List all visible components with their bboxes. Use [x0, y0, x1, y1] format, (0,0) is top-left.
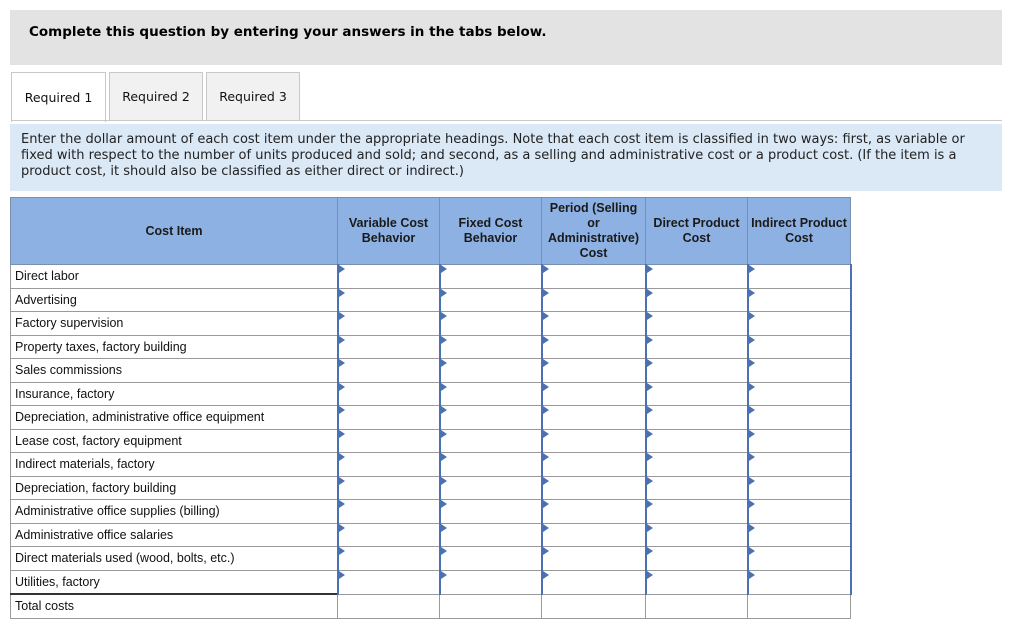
variable-input-cell[interactable] [338, 335, 440, 359]
direct-input-cell[interactable] [646, 500, 748, 524]
direct-input-cell[interactable] [646, 523, 748, 547]
indirect-input-cell[interactable] [748, 359, 851, 383]
table-row [11, 429, 851, 453]
period-input-cell[interactable] [542, 476, 646, 500]
tab-required-1[interactable]: Required 1 [11, 72, 106, 122]
fixed-input-cell[interactable] [440, 382, 542, 406]
direct-input-cell[interactable] [646, 382, 748, 406]
table-row [11, 288, 851, 312]
fixed-input-cell[interactable] [440, 500, 542, 524]
table-body [11, 265, 851, 619]
fixed-input-cell[interactable] [440, 476, 542, 500]
fixed-input-cell[interactable] [440, 429, 542, 453]
direct-input-cell[interactable] [646, 335, 748, 359]
tab-required-3[interactable]: Required 3 [206, 72, 300, 121]
period-total-cell [542, 594, 646, 618]
variable-input-cell[interactable] [338, 382, 440, 406]
cost-item-label: Property taxes, factory building [11, 335, 338, 359]
header-row [11, 198, 851, 265]
table-row [11, 523, 851, 547]
cost-item-label: Depreciation, factory building [11, 476, 338, 500]
table-row [11, 265, 851, 289]
cost-item-label: Utilities, factory [11, 570, 338, 594]
direct-input-cell[interactable] [646, 359, 748, 383]
indirect-input-cell[interactable] [748, 265, 851, 289]
instructions-banner [10, 10, 1002, 65]
fixed-input-cell[interactable] [440, 312, 542, 336]
table-row [11, 312, 851, 336]
direct-total-cell [646, 594, 748, 618]
indirect-input-cell[interactable] [748, 406, 851, 430]
period-input-cell[interactable] [542, 312, 646, 336]
variable-input-cell[interactable] [338, 476, 440, 500]
cost-item-label: Direct labor [11, 265, 338, 289]
cost-item-label: Insurance, factory [11, 382, 338, 406]
variable-input-cell[interactable] [338, 359, 440, 383]
variable-input-cell[interactable] [338, 547, 440, 571]
fixed-input-cell[interactable] [440, 453, 542, 477]
indirect-input-cell[interactable] [748, 476, 851, 500]
indirect-input-cell[interactable] [748, 429, 851, 453]
indirect-input-cell[interactable] [748, 335, 851, 359]
direct-input-cell[interactable] [646, 406, 748, 430]
table-row [11, 382, 851, 406]
instructions-text: Enter the dollar amount of each cost item under the appropriate headings. Note that each cost item is classified in two ways: first, as variable or fixed with respect to the number of units produced and sold; and second, as a selling and administrative cost or a product cost. (If the item is a product cost, it should also be classified as either direct or indirect.) [10, 124, 1002, 191]
fixed-input-cell[interactable] [440, 265, 542, 289]
variable-input-cell[interactable] [338, 406, 440, 430]
cost-item-label: Administrative office salaries [11, 523, 338, 547]
table-row [11, 453, 851, 477]
direct-input-cell[interactable] [646, 265, 748, 289]
fixed-input-cell[interactable] [440, 570, 542, 594]
indirect-input-cell[interactable] [748, 523, 851, 547]
header-fixed-cost: Fixed Cost Behavior [440, 198, 542, 265]
direct-input-cell[interactable] [646, 288, 748, 312]
indirect-input-cell[interactable] [748, 288, 851, 312]
indirect-input-cell[interactable] [748, 570, 851, 594]
period-input-cell[interactable] [542, 570, 646, 594]
table-row [11, 570, 851, 594]
direct-input-cell[interactable] [646, 453, 748, 477]
period-input-cell[interactable] [542, 406, 646, 430]
header-direct-product-cost: Direct Product Cost [646, 198, 748, 265]
period-input-cell[interactable] [542, 359, 646, 383]
indirect-input-cell[interactable] [748, 312, 851, 336]
cost-item-label: Administrative office supplies (billing) [11, 500, 338, 524]
fixed-input-cell[interactable] [440, 547, 542, 571]
fixed-input-cell[interactable] [440, 288, 542, 312]
fixed-input-cell[interactable] [440, 359, 542, 383]
cost-item-label: Advertising [11, 288, 338, 312]
variable-input-cell[interactable] [338, 570, 440, 594]
direct-input-cell[interactable] [646, 429, 748, 453]
header-period-cost: Period (Selling or Administrative) Cost [542, 198, 646, 265]
cost-item-label: Indirect materials, factory [11, 453, 338, 477]
variable-input-cell[interactable] [338, 312, 440, 336]
indirect-total-cell [748, 594, 851, 618]
period-input-cell[interactable] [542, 523, 646, 547]
period-input-cell[interactable] [542, 547, 646, 571]
period-input-cell[interactable] [542, 382, 646, 406]
header-variable-cost: Variable Cost Behavior [338, 198, 440, 265]
cost-item-label: Sales commissions [11, 359, 338, 383]
variable-input-cell[interactable] [338, 429, 440, 453]
cost-classification-table [10, 197, 852, 619]
total-row [11, 594, 851, 618]
cost-item-label: Factory supervision [11, 312, 338, 336]
direct-input-cell[interactable] [646, 570, 748, 594]
cost-item-label: Lease cost, factory equipment [11, 429, 338, 453]
variable-input-cell[interactable] [338, 288, 440, 312]
variable-input-cell[interactable] [338, 453, 440, 477]
total-costs-label: Total costs [11, 594, 338, 618]
fixed-input-cell[interactable] [440, 335, 542, 359]
indirect-input-cell[interactable] [748, 500, 851, 524]
direct-input-cell[interactable] [646, 476, 748, 500]
variable-input-cell[interactable] [338, 265, 440, 289]
table-row [11, 500, 851, 524]
table-row [11, 335, 851, 359]
table-row [11, 476, 851, 500]
period-input-cell[interactable] [542, 429, 646, 453]
cost-item-label: Depreciation, administrative office equipment [11, 406, 338, 430]
table-row [11, 406, 851, 430]
fixed-input-cell[interactable] [440, 523, 542, 547]
period-input-cell[interactable] [542, 335, 646, 359]
banner-text: Complete this question by entering your answers in the tabs below. [29, 24, 547, 40]
cost-item-label: Direct materials used (wood, bolts, etc.) [11, 547, 338, 571]
period-input-cell[interactable] [542, 500, 646, 524]
fixed-input-cell[interactable] [440, 406, 542, 430]
direct-input-cell[interactable] [646, 547, 748, 571]
indirect-input-cell[interactable] [748, 547, 851, 571]
period-input-cell[interactable] [542, 288, 646, 312]
variable-total-cell [338, 594, 440, 618]
period-input-cell[interactable] [542, 453, 646, 477]
tab-divider [11, 120, 1002, 121]
indirect-input-cell[interactable] [748, 382, 851, 406]
header-indirect-product-cost: Indirect Product Cost [748, 198, 851, 265]
variable-input-cell[interactable] [338, 523, 440, 547]
indirect-input-cell[interactable] [748, 453, 851, 477]
header-cost-item: Cost Item [11, 198, 338, 265]
period-input-cell[interactable] [542, 265, 646, 289]
direct-input-cell[interactable] [646, 312, 748, 336]
fixed-total-cell [440, 594, 542, 618]
variable-input-cell[interactable] [338, 500, 440, 524]
table-row [11, 547, 851, 571]
table-row [11, 359, 851, 383]
tab-required-2[interactable]: Required 2 [109, 72, 203, 121]
